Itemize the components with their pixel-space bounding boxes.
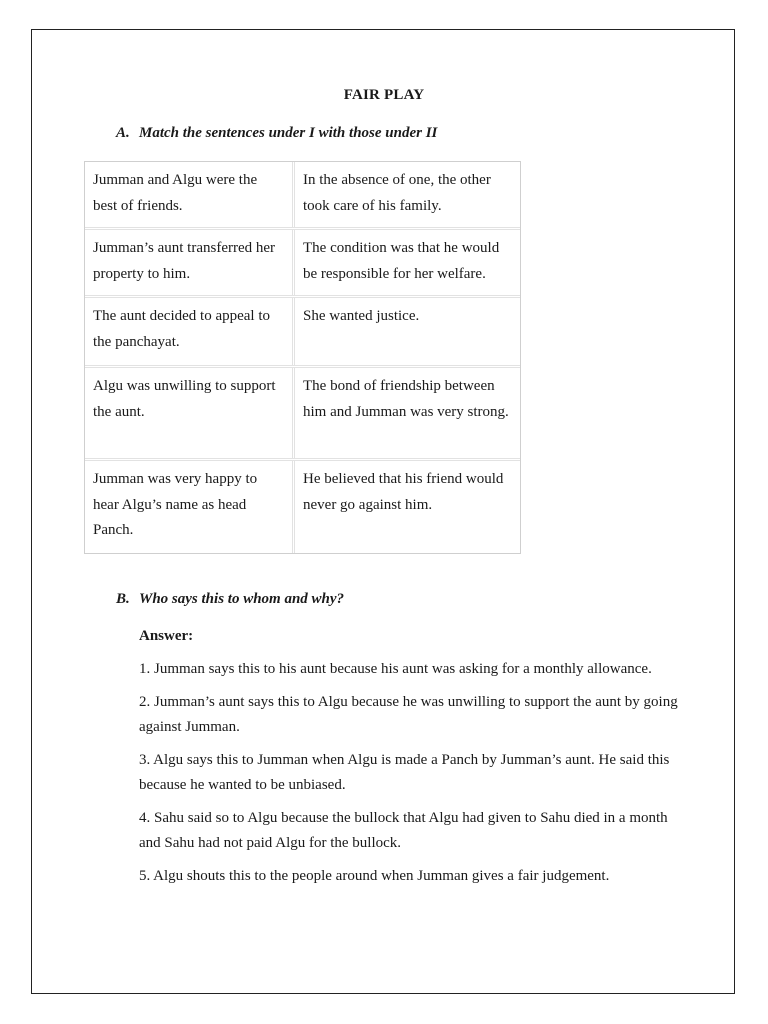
table-row — [85, 368, 520, 461]
section-b-heading — [116, 591, 344, 608]
answer-label: Answer: — [139, 628, 194, 644]
table-cell-column-ii: He believed that his friend would never go against him. — [303, 471, 504, 513]
table-cell-column-i: Jumman and Algu were the best of friends. — [85, 162, 295, 227]
table-row — [85, 162, 520, 230]
answer-item: 3. Algu says this to Jumman when Algu is made a Panch by Jumman’s aunt. He said this because he wanted to be unbiased. — [139, 751, 670, 793]
table-cell-column-i: Jumman’s aunt transferred her property to him. — [85, 230, 295, 295]
page-title: FAIR PLAY — [343, 87, 425, 103]
match-table — [84, 161, 521, 554]
section-a-heading — [116, 125, 437, 142]
table-row — [85, 298, 520, 368]
section-a-marker: A. — [116, 125, 130, 141]
table-row — [85, 461, 520, 553]
table-row — [85, 230, 520, 298]
section-b-marker: B. — [116, 591, 130, 607]
answer-item: 2. Jumman’s aunt says this to Algu because he was unwilling to support the aunt by going against Jumman. — [139, 693, 678, 735]
answer-list — [139, 657, 679, 896]
answer-item: 1. Jumman says this to his aunt because his aunt was asking for a monthly allowance. — [139, 661, 652, 677]
table-cell-column-i: The aunt decided to appeal to the panchayat. — [85, 298, 295, 365]
answer-item: 5. Algu shouts this to the people around when Jumman gives a fair judgement. — [139, 867, 610, 884]
table-cell-column-ii: The bond of friendship between him and Jumman was very strong. — [303, 378, 509, 420]
table-cell-column-ii: The condition was that he would be responsible for her welfare. — [303, 240, 500, 282]
table-cell-column-i: Algu was unwilling to support the aunt. — [85, 368, 295, 458]
table-cell-column-i: Jumman was very happy to hear Algu’s name as head Panch. — [85, 461, 295, 553]
section-a-heading-text: Match the sentences under I with those under II — [139, 125, 438, 141]
section-b-heading-text: Who says this to whom and why? — [139, 591, 345, 607]
table-cell-column-ii: She wanted justice. — [303, 308, 420, 324]
table-cell-column-ii: In the absence of one, the other took care of his family. — [303, 172, 491, 214]
answer-item: 4. Sahu said so to Algu because the bullock that Algu had given to Sahu died in a month and Sahu had not paid Algu for the bullock. — [139, 809, 668, 851]
